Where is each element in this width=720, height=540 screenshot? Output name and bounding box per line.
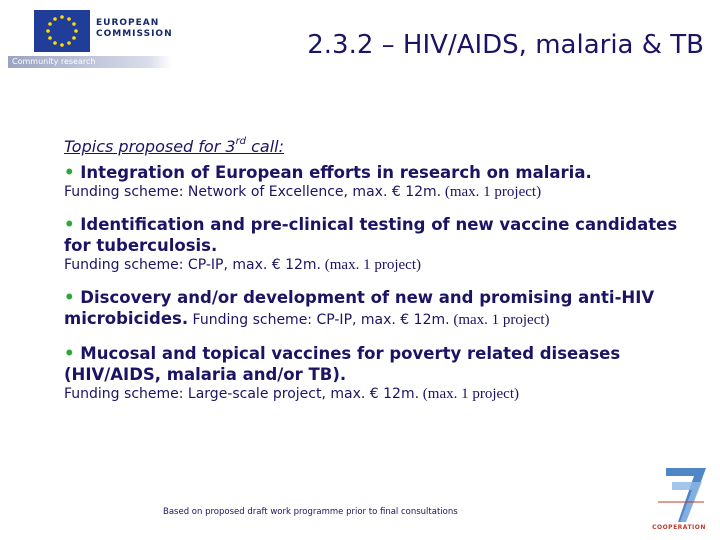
topic-item-tuberculosis xyxy=(64,214,704,275)
bullet-icon: • xyxy=(64,288,75,307)
fp7-label: COOPERATION xyxy=(652,524,706,531)
eu-flag-icon xyxy=(34,10,90,52)
topic-item-microbicides xyxy=(64,287,704,331)
funding-scheme: Funding scheme: CP-IP, max. € 12m. (max. 1 project) xyxy=(188,312,550,328)
topic-title: • Integration of European efforts in research on malaria. xyxy=(64,163,592,182)
topic-title: • Identification and pre-clinical testing of new vaccine candidates for tuberculosis. xyxy=(64,215,678,255)
topic-item-malaria xyxy=(64,162,704,202)
footer-note: Based on proposed draft work programme prior to final consultations xyxy=(163,507,458,517)
band-text: Community research xyxy=(12,57,96,66)
topics-heading: Topics proposed for 3rd call: xyxy=(64,136,284,156)
funding-scheme: Funding scheme: CP-IP, max. € 12m. (max. 1 project) xyxy=(64,257,421,273)
organisation-name: EUROPEAN COMMISSION xyxy=(96,18,173,39)
bullet-icon: • xyxy=(64,344,75,363)
slide-title: 2.3.2 – HIV/AIDS, malaria & TB xyxy=(307,30,704,60)
bullet-icon: • xyxy=(64,163,75,182)
european-commission-logo xyxy=(8,8,173,66)
fp7-logo-icon xyxy=(648,462,710,538)
funding-scheme: Funding scheme: Network of Excellence, max. € 12m. (max. 1 project) xyxy=(64,184,542,200)
community-research-band xyxy=(8,56,172,68)
funding-scheme: Funding scheme: Large-scale project, max. € 12m. (max. 1 project) xyxy=(64,386,519,402)
topic-list xyxy=(64,162,704,416)
topic-title: • Mucosal and topical vaccines for poverty related diseases (HIV/AIDS, malaria and/or TB). xyxy=(64,344,621,384)
bullet-icon: • xyxy=(64,215,75,234)
topic-item-mucosal-vaccines xyxy=(64,343,704,404)
topic-title: • Discovery and/or development of new and promising anti-HIV microbicides. Funding scheme: CP-IP, max. € 12m. (max. 1 project) xyxy=(64,288,655,328)
